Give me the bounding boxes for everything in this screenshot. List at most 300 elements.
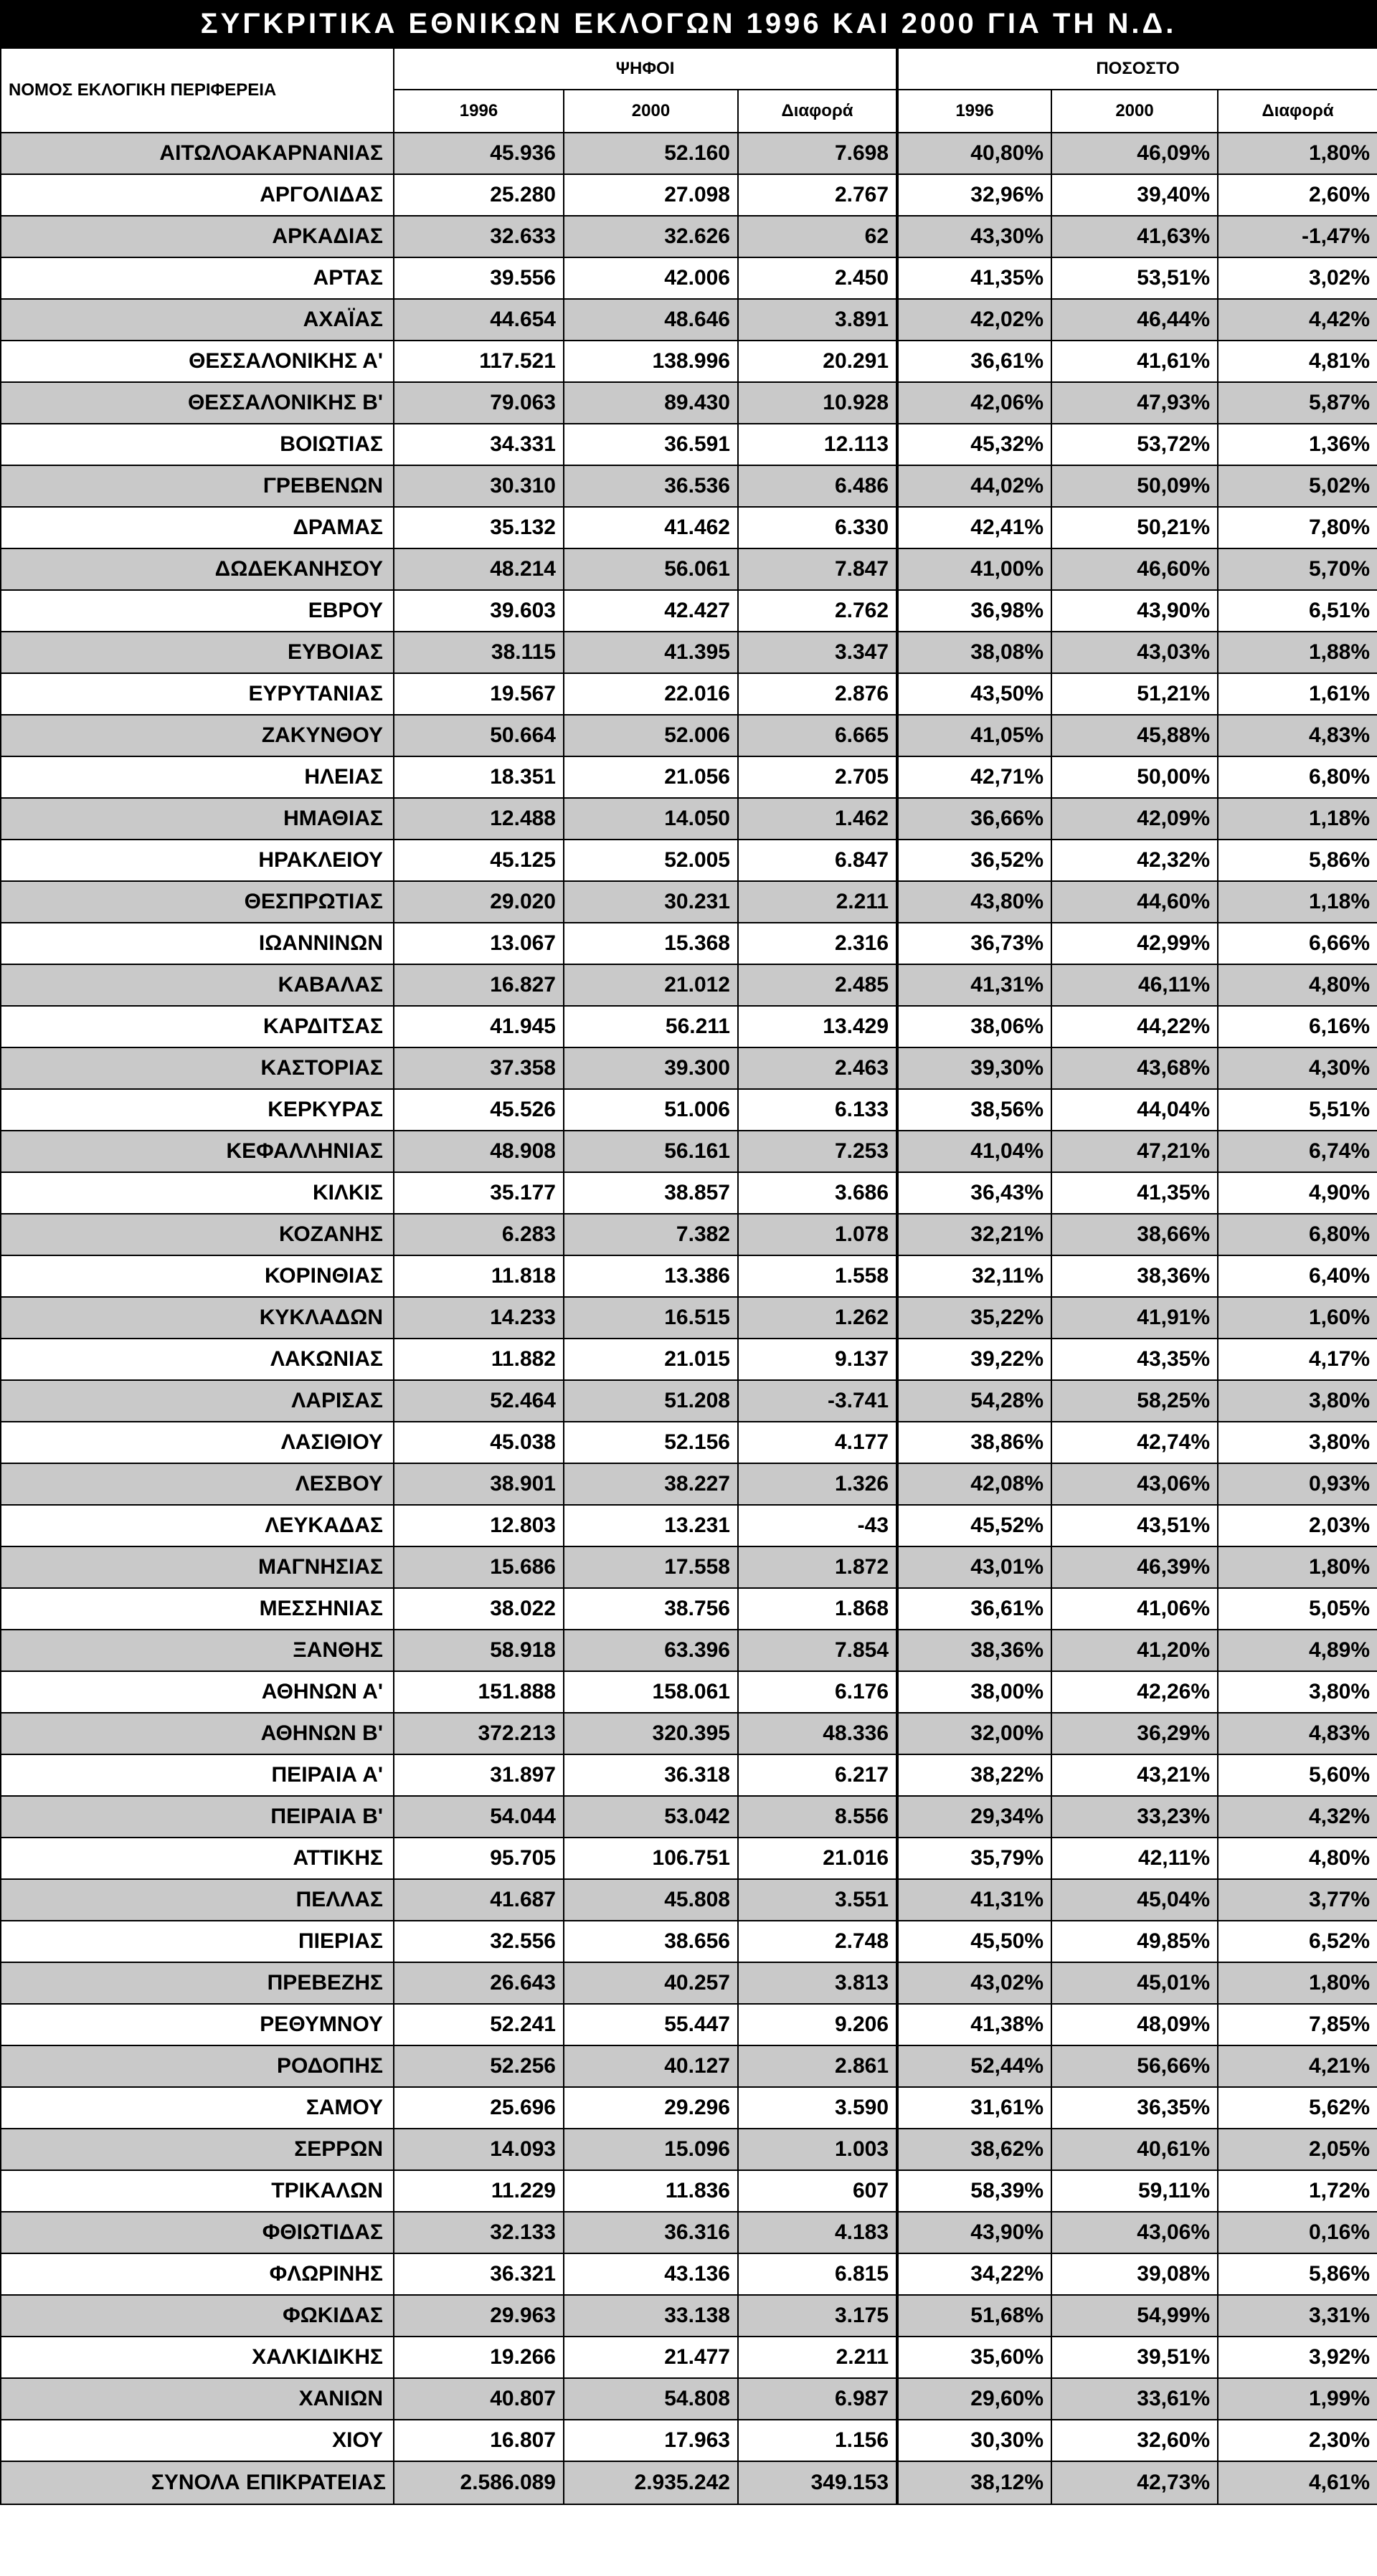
table-row — [1, 2045, 1377, 2087]
percent-1996-cell: 54,28% — [897, 1380, 1051, 1422]
percent-diff-cell: 2,30% — [1218, 2420, 1377, 2461]
table-row — [1, 174, 1377, 216]
votes-2000-cell: 45.808 — [564, 1879, 738, 1921]
votes-1996-cell: 25.696 — [394, 2087, 564, 2129]
percent-2000-cell: 50,21% — [1051, 507, 1218, 548]
nomos-cell: ΑΙΤΩΛΟΑΚΑΡΝΑΝΙΑΣ — [1, 133, 394, 174]
nomos-cell: ΔΡΑΜΑΣ — [1, 507, 394, 548]
percent-2000-cell: 56,66% — [1051, 2045, 1218, 2087]
percent-1996-cell: 36,43% — [897, 1172, 1051, 1214]
nomos-cell: ΠΙΕΡΙΑΣ — [1, 1921, 394, 1962]
percent-1996-cell: 45,50% — [897, 1921, 1051, 1962]
percent-diff-cell: 4,80% — [1218, 964, 1377, 1006]
percent-1996-cell: 36,61% — [897, 341, 1051, 382]
percent-diff-cell: 6,40% — [1218, 1255, 1377, 1297]
percent-2000-cell: 45,04% — [1051, 1879, 1218, 1921]
percent-1996-cell: 41,31% — [897, 964, 1051, 1006]
votes-2000-cell: 33.138 — [564, 2295, 738, 2337]
table-row — [1, 2170, 1377, 2212]
nomos-cell: ΚΙΛΚΙΣ — [1, 1172, 394, 1214]
table-row — [1, 1297, 1377, 1339]
votes-diff-cell: 9.137 — [738, 1339, 897, 1380]
votes-1996-cell: 372.213 — [394, 1713, 564, 1754]
votes-2000-cell: 42.427 — [564, 590, 738, 632]
votes-2000-cell: 43.136 — [564, 2253, 738, 2295]
nomos-cell: ΠΕΙΡΑΙΑ Α' — [1, 1754, 394, 1796]
percent-1996-header: 1996 — [897, 90, 1051, 133]
votes-1996-cell: 14.093 — [394, 2129, 564, 2170]
percent-diff-cell: 2,03% — [1218, 1505, 1377, 1546]
votes-2000-cell: 38.656 — [564, 1921, 738, 1962]
percent-1996-cell: 35,60% — [897, 2337, 1051, 2378]
nomos-cell: ΚΑΒΑΛΑΣ — [1, 964, 394, 1006]
votes-diff-cell: 3.347 — [738, 632, 897, 673]
votes-diff-cell: 6.847 — [738, 840, 897, 881]
percent-2000-cell: 40,61% — [1051, 2129, 1218, 2170]
percent-2000-cell: 45,88% — [1051, 715, 1218, 756]
nomos-cell: ΒΟΙΩΤΙΑΣ — [1, 424, 394, 465]
table-row — [1, 133, 1377, 174]
percent-diff-cell: 3,80% — [1218, 1422, 1377, 1463]
votes-diff-cell: 1.326 — [738, 1463, 897, 1505]
percent-2000-cell: 42,26% — [1051, 1671, 1218, 1713]
votes-2000-cell: 36.591 — [564, 424, 738, 465]
votes-1996-cell: 12.488 — [394, 798, 564, 840]
votes-diff-cell: 1.872 — [738, 1546, 897, 1588]
votes-1996-cell: 32.133 — [394, 2212, 564, 2253]
table-row — [1, 2337, 1377, 2378]
votes-1996-cell: 45.038 — [394, 1422, 564, 1463]
percent-1996-cell: 42,08% — [897, 1463, 1051, 1505]
percent-2000-header: 2000 — [1051, 90, 1218, 133]
nomos-cell: ΧΙΟΥ — [1, 2420, 394, 2461]
votes-1996-cell: 48.214 — [394, 548, 564, 590]
votes-2000-cell: 15.368 — [564, 923, 738, 964]
table-row — [1, 1962, 1377, 2004]
percent-1996-cell: 32,21% — [897, 1214, 1051, 1255]
votes-diff-cell: 7.847 — [738, 548, 897, 590]
percent-2000-cell: 46,09% — [1051, 133, 1218, 174]
votes-diff-cell: 4.183 — [738, 2212, 897, 2253]
percent-2000-cell: 43,51% — [1051, 1505, 1218, 1546]
votes-1996-cell: 38.901 — [394, 1463, 564, 1505]
votes-diff-cell: 3.175 — [738, 2295, 897, 2337]
votes-2000-cell: 138.996 — [564, 341, 738, 382]
percent-2000-cell: 43,21% — [1051, 1754, 1218, 1796]
votes-2000-cell: 38.756 — [564, 1588, 738, 1630]
votes-2000-cell: 11.836 — [564, 2170, 738, 2212]
table-row — [1, 840, 1377, 881]
table-row — [1, 1754, 1377, 1796]
table-row — [1, 1463, 1377, 1505]
votes-1996-cell: 52.464 — [394, 1380, 564, 1422]
votes-group-header: ΨΗΦΟΙ — [394, 48, 897, 90]
votes-1996-cell: 29.963 — [394, 2295, 564, 2337]
percent-2000-cell: 43,90% — [1051, 590, 1218, 632]
percent-diff-cell: 1,80% — [1218, 1546, 1377, 1588]
votes-1996-cell: 45.526 — [394, 1089, 564, 1131]
votes-1996-cell: 52.256 — [394, 2045, 564, 2087]
percent-diff-cell: 0,16% — [1218, 2212, 1377, 2253]
votes-1996-cell: 44.654 — [394, 299, 564, 341]
table-body — [1, 133, 1377, 2461]
percent-diff-cell: 1,18% — [1218, 798, 1377, 840]
percent-1996-cell: 36,66% — [897, 798, 1051, 840]
nomos-cell: ΚΥΚΛΑΔΩΝ — [1, 1297, 394, 1339]
nomos-cell: ΙΩΑΝΝΙΝΩΝ — [1, 923, 394, 964]
nomos-cell: ΘΕΣΠΡΩΤΙΑΣ — [1, 881, 394, 923]
votes-diff-cell: 62 — [738, 216, 897, 257]
table-row — [1, 1505, 1377, 1546]
percent-diff-cell: 4,83% — [1218, 715, 1377, 756]
percent-diff-cell: 7,85% — [1218, 2004, 1377, 2045]
table-row — [1, 1713, 1377, 1754]
votes-diff-cell: 1.262 — [738, 1297, 897, 1339]
votes-1996-cell: 45.936 — [394, 133, 564, 174]
nomos-cell: ΘΕΣΣΑΛΟΝΙΚΗΣ Α' — [1, 341, 394, 382]
percent-1996-cell: 39,22% — [897, 1339, 1051, 1380]
nomos-cell: ΑΡΓΟΛΙΔΑΣ — [1, 174, 394, 216]
votes-2000-cell: 14.050 — [564, 798, 738, 840]
percent-diff-cell: 6,66% — [1218, 923, 1377, 964]
percent-diff-cell: 5,05% — [1218, 1588, 1377, 1630]
votes-2000-header: 2000 — [564, 90, 738, 133]
votes-2000-cell: 41.395 — [564, 632, 738, 673]
percent-1996-cell: 32,96% — [897, 174, 1051, 216]
nomos-cell: ΧΑΝΙΩΝ — [1, 2378, 394, 2420]
percent-2000-cell: 38,36% — [1051, 1255, 1218, 1297]
percent-1996-cell: 35,79% — [897, 1838, 1051, 1879]
percent-group-header: ΠΟΣΟΣΤΟ — [897, 48, 1377, 90]
table-row — [1, 632, 1377, 673]
percent-2000-cell: 42,32% — [1051, 840, 1218, 881]
table-row — [1, 798, 1377, 840]
results-table — [0, 47, 1377, 2505]
table-row — [1, 1047, 1377, 1089]
votes-1996-cell: 48.908 — [394, 1131, 564, 1172]
table-row — [1, 964, 1377, 1006]
votes-1996-cell: 39.556 — [394, 257, 564, 299]
votes-diff-cell: 4.177 — [738, 1422, 897, 1463]
nomos-cell: ΣΑΜΟΥ — [1, 2087, 394, 2129]
total-percent-1996: 38,12% — [897, 2461, 1051, 2504]
votes-1996-cell: 117.521 — [394, 341, 564, 382]
votes-2000-cell: 36.318 — [564, 1754, 738, 1796]
nomos-cell: ΦΩΚΙΔΑΣ — [1, 2295, 394, 2337]
total-percent-diff: 4,61% — [1218, 2461, 1377, 2504]
percent-diff-cell: 6,80% — [1218, 756, 1377, 798]
nomos-cell: ΛΑΡΙΣΑΣ — [1, 1380, 394, 1422]
votes-2000-cell: 320.395 — [564, 1713, 738, 1754]
nomos-cell: ΗΡΑΚΛΕΙΟΥ — [1, 840, 394, 881]
votes-2000-cell: 21.056 — [564, 756, 738, 798]
percent-2000-cell: 43,06% — [1051, 1463, 1218, 1505]
votes-diff-cell: 6.665 — [738, 715, 897, 756]
percent-1996-cell: 45,32% — [897, 424, 1051, 465]
votes-diff-cell: 20.291 — [738, 341, 897, 382]
votes-2000-cell: 13.386 — [564, 1255, 738, 1297]
votes-2000-cell: 38.857 — [564, 1172, 738, 1214]
percent-1996-cell: 32,00% — [897, 1713, 1051, 1754]
votes-diff-cell: 48.336 — [738, 1713, 897, 1754]
percent-1996-cell: 38,56% — [897, 1089, 1051, 1131]
votes-2000-cell: 48.646 — [564, 299, 738, 341]
votes-1996-cell: 41.945 — [394, 1006, 564, 1047]
votes-1996-header: 1996 — [394, 90, 564, 133]
votes-2000-cell: 17.963 — [564, 2420, 738, 2461]
percent-diff-cell: 6,74% — [1218, 1131, 1377, 1172]
votes-diff-cell: 7.698 — [738, 133, 897, 174]
nomos-cell: ΡΟΔΟΠΗΣ — [1, 2045, 394, 2087]
table-title: ΣΥΓΚΡΙΤΙΚΑ ΕΘΝΙΚΩΝ ΕΚΛΟΓΩΝ 1996 ΚΑΙ 2000 ΓΙΑ ΤΗ Ν.Δ. — [0, 0, 1377, 47]
percent-1996-cell: 43,01% — [897, 1546, 1051, 1588]
votes-diff-cell: 2.767 — [738, 174, 897, 216]
votes-diff-cell: 8.556 — [738, 1796, 897, 1838]
percent-2000-cell: 46,39% — [1051, 1546, 1218, 1588]
percent-diff-cell: 1,99% — [1218, 2378, 1377, 2420]
percent-1996-cell: 36,73% — [897, 923, 1051, 964]
percent-diff-cell: 2,05% — [1218, 2129, 1377, 2170]
table-row — [1, 1796, 1377, 1838]
percent-diff-cell: 6,51% — [1218, 590, 1377, 632]
votes-diff-cell: 6.486 — [738, 465, 897, 507]
percent-diff-cell: 0,93% — [1218, 1463, 1377, 1505]
percent-1996-cell: 31,61% — [897, 2087, 1051, 2129]
percent-2000-cell: 38,66% — [1051, 1214, 1218, 1255]
votes-1996-cell: 151.888 — [394, 1671, 564, 1713]
table-row — [1, 1630, 1377, 1671]
percent-diff-cell: 1,80% — [1218, 1962, 1377, 2004]
percent-2000-cell: 42,09% — [1051, 798, 1218, 840]
table-row — [1, 1380, 1377, 1422]
percent-2000-cell: 43,03% — [1051, 632, 1218, 673]
percent-2000-cell: 39,40% — [1051, 174, 1218, 216]
table-row — [1, 1546, 1377, 1588]
table-row — [1, 1339, 1377, 1380]
votes-diff-cell: 6.217 — [738, 1754, 897, 1796]
nomos-cell: ΖΑΚΥΝΘΟΥ — [1, 715, 394, 756]
percent-2000-cell: 42,74% — [1051, 1422, 1218, 1463]
percent-2000-cell: 50,09% — [1051, 465, 1218, 507]
table-row — [1, 756, 1377, 798]
percent-2000-cell: 58,25% — [1051, 1380, 1218, 1422]
percent-diff-cell: 5,51% — [1218, 1089, 1377, 1131]
percent-diff-cell: 6,16% — [1218, 1006, 1377, 1047]
percent-diff-cell: 4,89% — [1218, 1630, 1377, 1671]
votes-2000-cell: 32.626 — [564, 216, 738, 257]
votes-2000-cell: 52.005 — [564, 840, 738, 881]
percent-diff-cell: 4,83% — [1218, 1713, 1377, 1754]
percent-1996-cell: 42,06% — [897, 382, 1051, 424]
percent-2000-cell: 41,20% — [1051, 1630, 1218, 1671]
percent-diff-cell: 4,90% — [1218, 1172, 1377, 1214]
votes-2000-cell: 52.006 — [564, 715, 738, 756]
total-name: ΣΥΝΟΛΑ ΕΠΙΚΡΑΤΕΙΑΣ — [1, 2461, 394, 2504]
table-row — [1, 1838, 1377, 1879]
votes-1996-cell: 36.321 — [394, 2253, 564, 2295]
total-votes-1996: 2.586.089 — [394, 2461, 564, 2504]
table-row — [1, 257, 1377, 299]
votes-2000-cell: 41.462 — [564, 507, 738, 548]
percent-2000-cell: 41,91% — [1051, 1297, 1218, 1339]
votes-diff-cell: 3.891 — [738, 299, 897, 341]
nomos-cell: ΑΘΗΝΩΝ Β' — [1, 1713, 394, 1754]
votes-1996-cell: 95.705 — [394, 1838, 564, 1879]
percent-1996-cell: 38,22% — [897, 1754, 1051, 1796]
votes-2000-cell: 21.015 — [564, 1339, 738, 1380]
votes-diff-cell: 1.156 — [738, 2420, 897, 2461]
nomos-cell: ΓΡΕΒΕΝΩΝ — [1, 465, 394, 507]
percent-1996-cell: 58,39% — [897, 2170, 1051, 2212]
percent-2000-cell: 47,21% — [1051, 1131, 1218, 1172]
votes-diff-cell: 2.748 — [738, 1921, 897, 1962]
votes-2000-cell: 89.430 — [564, 382, 738, 424]
votes-1996-cell: 12.803 — [394, 1505, 564, 1546]
percent-1996-cell: 36,52% — [897, 840, 1051, 881]
nomos-cell: ΚΟΡΙΝΘΙΑΣ — [1, 1255, 394, 1297]
percent-diff-cell: 1,61% — [1218, 673, 1377, 715]
votes-1996-cell: 40.807 — [394, 2378, 564, 2420]
percent-2000-cell: 43,35% — [1051, 1339, 1218, 1380]
percent-1996-cell: 38,06% — [897, 1006, 1051, 1047]
percent-diff-cell: 4,81% — [1218, 341, 1377, 382]
votes-1996-cell: 11.882 — [394, 1339, 564, 1380]
percent-1996-cell: 45,52% — [897, 1505, 1051, 1546]
votes-2000-cell: 21.477 — [564, 2337, 738, 2378]
table-row — [1, 507, 1377, 548]
percent-2000-cell: 44,60% — [1051, 881, 1218, 923]
votes-2000-cell: 16.515 — [564, 1297, 738, 1339]
votes-diff-cell: 2.861 — [738, 2045, 897, 2087]
votes-2000-cell: 56.211 — [564, 1006, 738, 1047]
percent-diff-cell: -1,47% — [1218, 216, 1377, 257]
percent-diff-cell: 4,42% — [1218, 299, 1377, 341]
votes-2000-cell: 30.231 — [564, 881, 738, 923]
percent-2000-cell: 41,63% — [1051, 216, 1218, 257]
votes-2000-cell: 40.127 — [564, 2045, 738, 2087]
nomos-cell: ΛΑΣΙΘΙΟΥ — [1, 1422, 394, 1463]
percent-1996-cell: 38,86% — [897, 1422, 1051, 1463]
table-row — [1, 341, 1377, 382]
votes-1996-cell: 18.351 — [394, 756, 564, 798]
percent-2000-cell: 46,11% — [1051, 964, 1218, 1006]
votes-2000-cell: 29.296 — [564, 2087, 738, 2129]
votes-2000-cell: 40.257 — [564, 1962, 738, 2004]
votes-diff-cell: 2.463 — [738, 1047, 897, 1089]
table-row — [1, 2420, 1377, 2461]
percent-diff-cell: 4,32% — [1218, 1796, 1377, 1838]
votes-1996-cell: 30.310 — [394, 465, 564, 507]
percent-diff-cell: 1,60% — [1218, 1297, 1377, 1339]
votes-1996-cell: 13.067 — [394, 923, 564, 964]
nomos-cell: ΠΕΛΛΑΣ — [1, 1879, 394, 1921]
table-row — [1, 1006, 1377, 1047]
percent-2000-cell: 41,61% — [1051, 341, 1218, 382]
votes-diff-cell: 1.868 — [738, 1588, 897, 1630]
percent-1996-cell: 32,11% — [897, 1255, 1051, 1297]
votes-2000-cell: 52.156 — [564, 1422, 738, 1463]
nomos-cell: ΕΒΡΟΥ — [1, 590, 394, 632]
votes-diff-cell: 2.485 — [738, 964, 897, 1006]
nomos-cell: ΜΕΣΣΗΝΙΑΣ — [1, 1588, 394, 1630]
percent-2000-cell: 54,99% — [1051, 2295, 1218, 2337]
nomos-cell: ΑΡΚΑΔΙΑΣ — [1, 216, 394, 257]
votes-1996-cell: 11.818 — [394, 1255, 564, 1297]
votes-2000-cell: 56.061 — [564, 548, 738, 590]
nomos-cell: ΚΑΣΤΟΡΙΑΣ — [1, 1047, 394, 1089]
percent-2000-cell: 45,01% — [1051, 1962, 1218, 2004]
votes-diff-cell: 2.762 — [738, 590, 897, 632]
table-row — [1, 465, 1377, 507]
votes-1996-cell: 31.897 — [394, 1754, 564, 1796]
percent-2000-cell: 42,11% — [1051, 1838, 1218, 1879]
votes-diff-cell: 2.211 — [738, 2337, 897, 2378]
table-row — [1, 715, 1377, 756]
votes-diff-cell: 6.815 — [738, 2253, 897, 2295]
table-row — [1, 2087, 1377, 2129]
table-row — [1, 1921, 1377, 1962]
percent-2000-cell: 41,35% — [1051, 1172, 1218, 1214]
percent-2000-cell: 47,93% — [1051, 382, 1218, 424]
percent-1996-cell: 36,61% — [897, 1588, 1051, 1630]
nomos-cell: ΦΛΩΡΙΝΗΣ — [1, 2253, 394, 2295]
votes-diff-cell: 2.705 — [738, 756, 897, 798]
percent-2000-cell: 51,21% — [1051, 673, 1218, 715]
votes-1996-cell: 29.020 — [394, 881, 564, 923]
votes-1996-cell: 16.807 — [394, 2420, 564, 2461]
votes-1996-cell: 16.827 — [394, 964, 564, 1006]
votes-1996-cell: 41.687 — [394, 1879, 564, 1921]
table-row — [1, 382, 1377, 424]
nomos-cell: ΚΕΦΑΛΛΗΝΙΑΣ — [1, 1131, 394, 1172]
votes-1996-cell: 38.115 — [394, 632, 564, 673]
votes-1996-cell: 19.567 — [394, 673, 564, 715]
table-row — [1, 2004, 1377, 2045]
votes-diff-cell: 1.462 — [738, 798, 897, 840]
percent-1996-cell: 30,30% — [897, 2420, 1051, 2461]
table-row — [1, 2129, 1377, 2170]
percent-diff-cell: 5,87% — [1218, 382, 1377, 424]
votes-diff-cell: 3.813 — [738, 1962, 897, 2004]
votes-1996-cell: 15.686 — [394, 1546, 564, 1588]
table-row — [1, 2295, 1377, 2337]
votes-1996-cell: 19.266 — [394, 2337, 564, 2378]
percent-diff-cell: 7,80% — [1218, 507, 1377, 548]
table-row — [1, 424, 1377, 465]
table-row — [1, 548, 1377, 590]
votes-diff-cell: -3.741 — [738, 1380, 897, 1422]
percent-1996-cell: 41,38% — [897, 2004, 1051, 2045]
nomos-header: ΝΟΜΟΣ ΕΚΛΟΓΙΚΗ ΠΕΡΙΦΕΡΕΙΑ — [1, 48, 394, 133]
percent-diff-cell: 4,80% — [1218, 1838, 1377, 1879]
percent-1996-cell: 42,71% — [897, 756, 1051, 798]
percent-1996-cell: 51,68% — [897, 2295, 1051, 2337]
percent-1996-cell: 43,90% — [897, 2212, 1051, 2253]
percent-1996-cell: 52,44% — [897, 2045, 1051, 2087]
votes-1996-cell: 35.132 — [394, 507, 564, 548]
header-row-groups — [1, 48, 1377, 90]
votes-2000-cell: 56.161 — [564, 1131, 738, 1172]
votes-1996-cell: 38.022 — [394, 1588, 564, 1630]
percent-1996-cell: 38,36% — [897, 1630, 1051, 1671]
votes-1996-cell: 34.331 — [394, 424, 564, 465]
votes-diff-cell: 1.558 — [738, 1255, 897, 1297]
table-row — [1, 673, 1377, 715]
votes-diff-cell: 6.133 — [738, 1089, 897, 1131]
votes-1996-cell: 52.241 — [394, 2004, 564, 2045]
percent-2000-cell: 50,00% — [1051, 756, 1218, 798]
nomos-cell: ΚΕΡΚΥΡΑΣ — [1, 1089, 394, 1131]
